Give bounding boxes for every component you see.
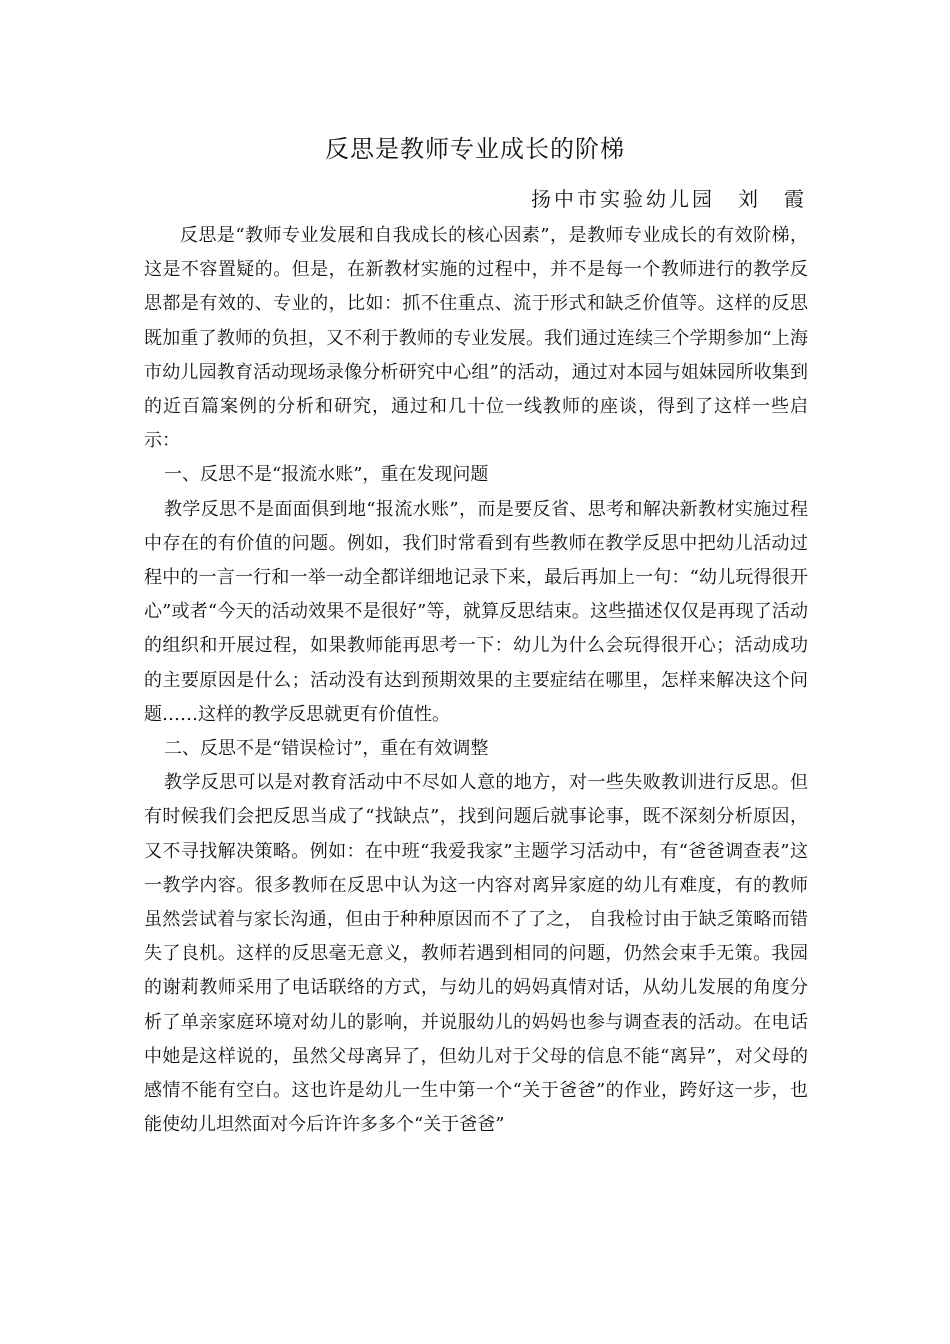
- section-1-paragraph: 教学反思不是面面俱到地“报流水账”，而是要反省、思考和解决新教材实施过程中存在的有价值的问题。例如，我们时常看到有些教师在教学反思中把幼儿活动过程中的一言一行和一举一动全都详细地记录下来，最后再加上一句：“幼儿玩得很开心”或者“今天的活动效果不是很好”等，就算反思结束。这些描述仅仅是再现了活动的组织和开展过程，如果教师能再思考一下：幼儿为什么会玩得很开心；活动成功的主要原因是什么；活动没有达到预期效果的主要症结在哪里，怎样来解决这个问题……这样的教学反思就更有价值性。: [144, 498, 808, 725]
- section-2-paragraph: 教学反思可以是对教育活动中不尽如人意的地方，对一些失败教训进行反思。但有时候我们会把反思当成了“找缺点”，找到问题后就事论事，既不深刻分析原因，又不寻找解决策略。例如：在中班“我爱我家”主题学习活动中，有“爸爸调查表”这一教学内容。很多教师在反思中认为这一内容对离异家庭的幼儿有难度，有的教师虽然尝试着与家长沟通，但由于种种原因而不了了之， 自我检讨由于缺乏策略而错失了良机。这样的反思毫无意义，教师若遇到相同的问题，仍然会束手无策。我园的谢莉教师采用了电话联络的方式，与幼儿的妈妈真情对话，从幼儿发展的角度分析了单亲家庭环境对幼儿的影响，并说服幼儿的妈妈也参与调查表的活动。在电话中她是这样说的，虽然父母离异了，但幼儿对于父母的信息不能“离异”，对父母的感情不能有空白。这也许是幼儿一生中第一个“关于爸爸”的作业，跨好这一步，也能使幼儿坦然面对今后许许多多个“关于爸爸”: [144, 772, 808, 1136]
- section-heading-2: 二、反思不是“错误检讨”，重在有效调整: [164, 738, 489, 760]
- document-body: [144, 219, 808, 1142]
- document-title: 反思是教师专业成长的阶梯: [325, 135, 625, 163]
- section-heading-1: 一、反思不是“报流水账”，重在发现问题: [164, 464, 489, 486]
- intro-paragraph: 反思是“教师专业发展和自我成长的核心因素”，是教师专业成长的有效阶梯，这是不容置疑的。但是，在新教材实施的过程中，并不是每一个教师进行的教学反思都是有效的、专业的，比如：抓不住重点、流于形式和缺乏价值等。这样的反思既加重了教师的负担，又不利于教师的专业发展。我们通过连续三个学期参加“上海市幼儿园教育活动现场录像分析研究中心组”的活动，通过对本园与姐妹园所收集到的近百篇案例的分析和研究，通过和几十位一线教师的座谈，得到了这样一些启示：: [144, 225, 808, 452]
- author-byline: 扬中市实验幼儿园 刘 霞: [531, 187, 807, 211]
